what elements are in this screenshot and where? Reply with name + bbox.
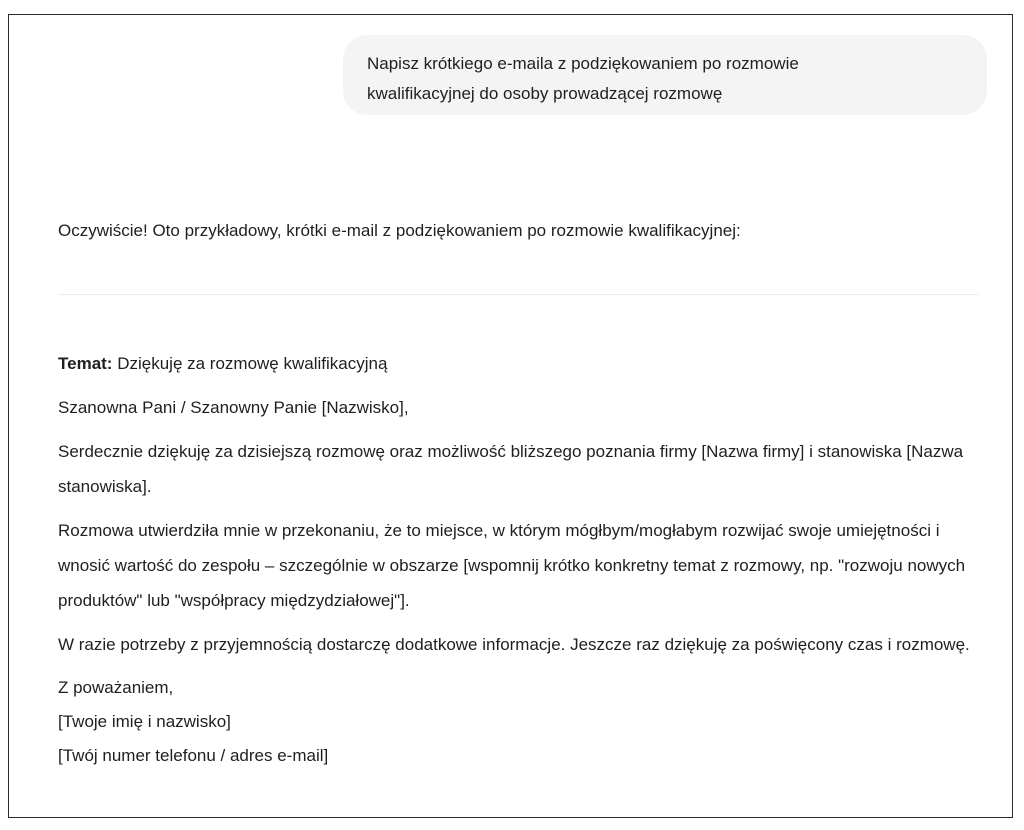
user-message-bubble <box>343 35 987 115</box>
chat-window <box>8 14 1013 818</box>
email-paragraph-2: Rozmowa utwierdziła mnie w przekonaniu, że to miejsce, w którym mógłbym/mogłabym rozwijać swoje umiejętności i wnosić wartość do zespołu – szczególnie w obszarze [wspomnij krótko konkretny temat z rozmowy, np. "rozwoju nowych produktów" lub "współpracy międzydziałowej"]. <box>58 521 966 610</box>
user-message-line-2: kwalifikacyjnej do osoby prowadzącej rozmowę <box>367 84 723 103</box>
email-subject-line <box>58 346 993 381</box>
email-subject-label: Temat: <box>58 354 113 373</box>
email-subject-text: Dziękuję za rozmowę kwalifikacyjną <box>112 354 388 373</box>
horizontal-divider <box>58 294 978 295</box>
email-paragraph-3: W razie potrzeby z przyjemnością dostarczę dodatkowe informacje. Jeszcze raz dziękuję za poświęcony czas i rozmowę. <box>58 635 970 654</box>
email-draft <box>58 346 993 773</box>
email-signature <box>58 671 993 773</box>
email-paragraph-1: Serdecznie dziękuję za dzisiejszą rozmowę oraz możliwość bliższego poznania firmy [Nazwa firmy] i stanowiska [Nazwa stanowiska]. <box>58 442 964 496</box>
assistant-intro-text: Oczywiście! Oto przykładowy, krótki e-mail z podziękowaniem po rozmowie kwalifikacyjnej: <box>58 221 741 240</box>
user-message-line-1: Napisz krótkiego e-maila z podziękowaniem po rozmowie <box>367 54 799 73</box>
email-contact-placeholder: [Twój numer telefonu / adres e-mail] <box>58 746 329 765</box>
email-name-placeholder: [Twoje imię i nazwisko] <box>58 712 231 731</box>
email-closing: Z poważaniem, <box>58 678 174 697</box>
email-greeting: Szanowna Pani / Szanowny Panie [Nazwisko], <box>58 398 409 417</box>
